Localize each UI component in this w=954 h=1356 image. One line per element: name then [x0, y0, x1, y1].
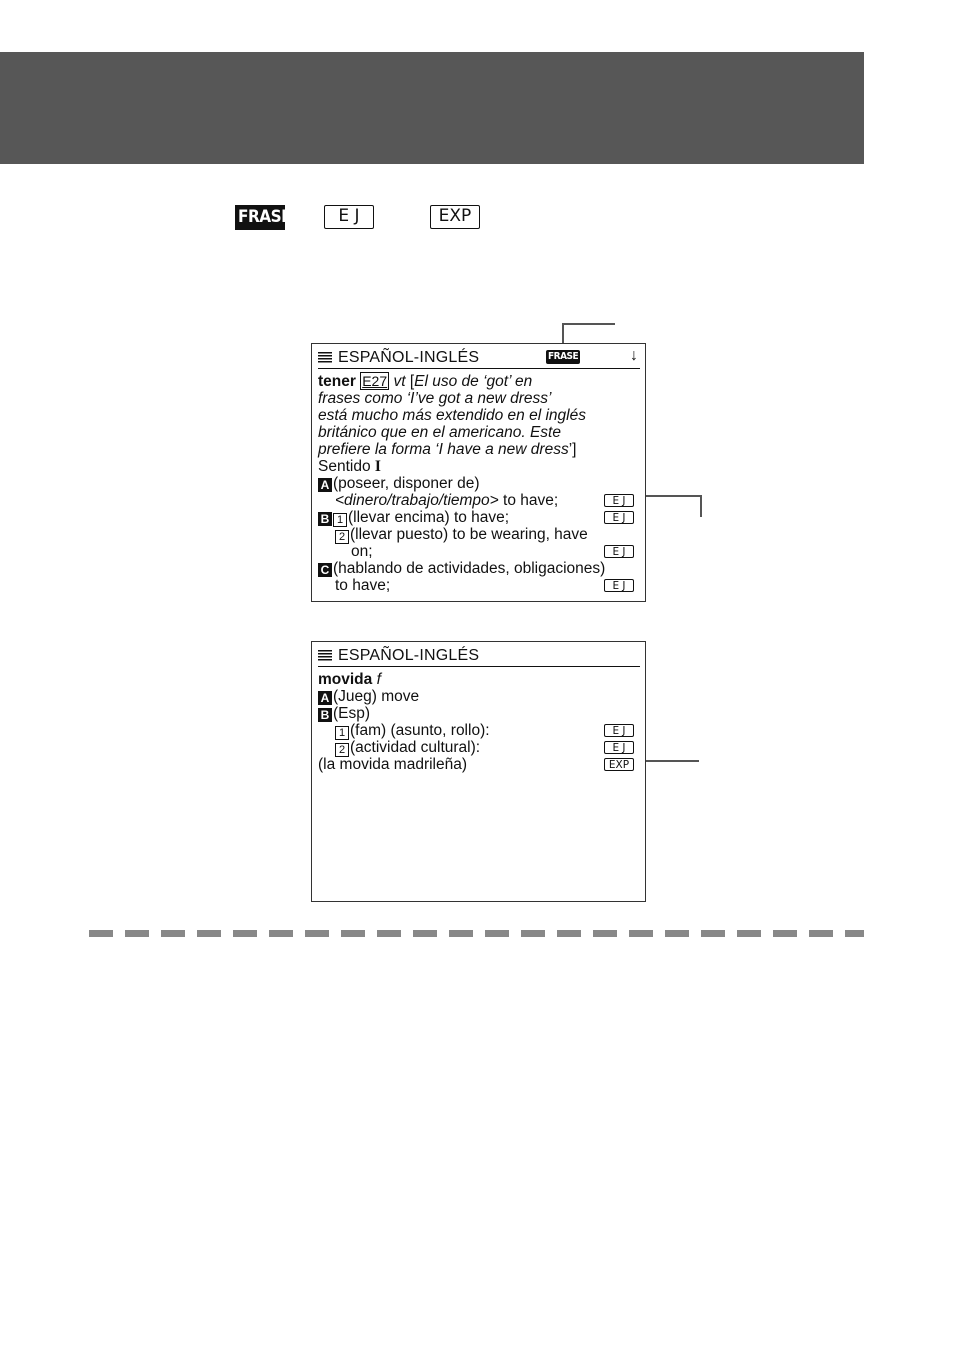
sense-text: (hablando de actividades, obligaciones) — [333, 560, 606, 577]
sense-label-c: C — [318, 563, 332, 577]
subsense-label-2: 2 — [335, 743, 349, 757]
subsense-label-2: 2 — [335, 530, 349, 544]
ej-example-button[interactable]: E J — [604, 494, 634, 507]
usage-note-line: británico que en el americano. Este — [318, 424, 561, 441]
sense-line — [335, 722, 490, 739]
sense-line — [318, 560, 605, 577]
part-of-speech: vt — [393, 373, 406, 390]
ej-example-button[interactable]: E J — [604, 545, 634, 558]
sense-line: on; — [351, 543, 373, 560]
sense-line — [318, 509, 509, 526]
sense-group-number: I — [374, 458, 381, 475]
sense-line — [335, 492, 558, 509]
sense-label-a: A — [318, 691, 332, 705]
subsense-label-1: 1 — [335, 726, 349, 740]
ej-example-button[interactable]: E J — [604, 579, 634, 592]
section-header-banner — [0, 52, 864, 164]
scroll-down-arrow-icon[interactable]: ↓ — [630, 347, 638, 364]
subsense-label-1: 1 — [333, 513, 347, 527]
sense-line — [335, 526, 588, 543]
frase-badge-icon[interactable]: FRASE — [548, 351, 579, 362]
dictionary-book-icon — [318, 352, 332, 364]
phrase-line: (la movida madrileña) — [318, 756, 468, 773]
sense-text: (poseer, disponer de) — [333, 475, 480, 492]
dictionary-title: ESPAÑOL-INGLÉS — [338, 349, 480, 366]
sense-text: (fam) (asunto, rollo): — [350, 722, 490, 739]
part-of-speech: f — [376, 671, 381, 688]
sense-line — [318, 705, 370, 722]
exp-icon: EXP — [430, 205, 480, 229]
ej-pointer-line — [637, 495, 701, 497]
reference-tag[interactable]: E27 — [362, 373, 388, 389]
sense-line — [318, 475, 479, 492]
ej-icon: E J — [324, 205, 374, 229]
ej-example-button[interactable]: E J — [604, 741, 634, 754]
headword: movida — [318, 671, 373, 688]
headword: tener — [318, 373, 356, 390]
screen-header — [318, 348, 640, 369]
section-divider — [89, 930, 864, 937]
sense-text: (Esp) — [333, 705, 371, 722]
collocate-text: <dinero/trabajo/tiempo> — [335, 492, 499, 509]
bracket-open: [ — [405, 373, 415, 390]
sense-label-a: A — [318, 478, 332, 492]
sense-label-b: B — [318, 708, 332, 722]
dictionary-book-icon — [318, 650, 332, 662]
usage-note-text: El uso de ‘got’ en — [414, 373, 533, 390]
exp-pointer-line — [637, 760, 699, 762]
frase-pointer-line — [562, 323, 615, 325]
sense-text: (actividad cultural): — [350, 739, 481, 756]
ej-pointer-line-vertical — [700, 495, 702, 517]
entry-line — [318, 373, 532, 390]
sense-text: (llevar encima) to have; — [348, 509, 510, 526]
translation-text: to have; — [498, 492, 559, 509]
exp-explanation-button[interactable]: EXP — [604, 758, 634, 771]
bracket-close: ’] — [568, 441, 577, 458]
screen-header — [318, 646, 640, 667]
entry-line — [318, 671, 381, 688]
dictionary-title: ESPAÑOL-INGLÉS — [338, 647, 480, 664]
ej-example-button[interactable]: E J — [604, 511, 634, 524]
dictionary-screen-movida — [311, 641, 646, 902]
sense-text: (llevar puesto) to be wearing, have — [350, 526, 588, 543]
usage-note-line — [318, 441, 576, 458]
sense-line — [335, 739, 480, 756]
sense-label-b: B — [318, 512, 332, 526]
frase-icon: FRASE — [235, 205, 285, 230]
usage-note-text: prefiere la forma ‘I have a new dress — [318, 441, 569, 458]
sense-line: to have; — [335, 577, 391, 594]
sense-line — [318, 688, 419, 705]
sense-group-line — [318, 458, 381, 475]
dictionary-screen-tener — [311, 343, 646, 602]
ej-example-button[interactable]: E J — [604, 724, 634, 737]
sense-text: (Jueg) move — [333, 688, 420, 705]
usage-note-line: frases como ‘I’ve got a new dress’ — [318, 390, 552, 407]
sense-group-label: Sentido — [318, 458, 371, 475]
usage-note-line: está mucho más extendido en el inglés — [318, 407, 586, 424]
